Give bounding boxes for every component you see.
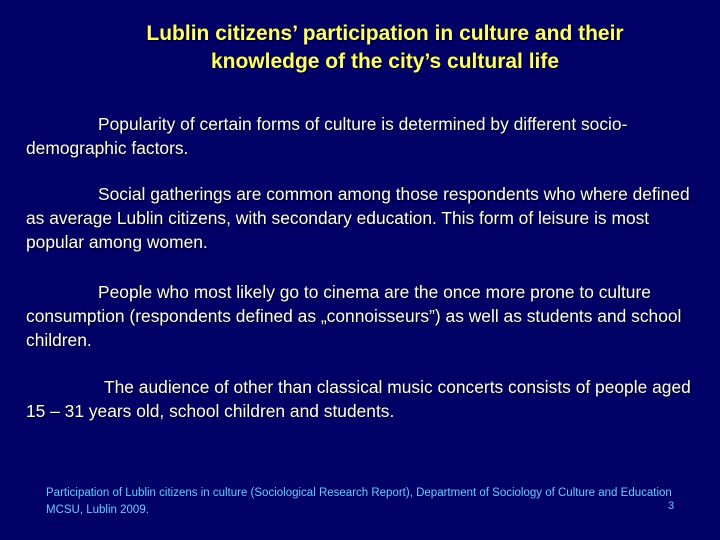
paragraph-concert-audience: The audience of other than classical music concerts consists of people aged 15 – 31 years old, school children and students. bbox=[26, 377, 691, 421]
slide-title bbox=[60, 20, 710, 76]
page-number: 3 bbox=[668, 500, 675, 512]
paragraph-cinema-audience: People who most likely go to cinema are the once more prone to culture consumption (respondents defined as „connoisseurs”) as well as students and school children. bbox=[26, 282, 682, 350]
slide-title-line-2: knowledge of the city’s cultural life bbox=[210, 50, 560, 73]
paragraph-sociodemographic-factors: Popularity of certain forms of culture is determined by different socio-demographic factors. bbox=[26, 114, 628, 158]
paragraph-social-gatherings: Social gatherings are common among those respondents who where defined as average Lublin citizens, with secondary education. This form of leisure is most popular among women. bbox=[26, 184, 690, 252]
footer-citation: Participation of Lublin citizens in culture (Sociological Research Report), Department of Sociology of Culture and Education MCSU, Lublin 2009. bbox=[46, 487, 672, 516]
slide-title-line-1: Lublin citizens’ participation in culture and their bbox=[146, 22, 624, 45]
